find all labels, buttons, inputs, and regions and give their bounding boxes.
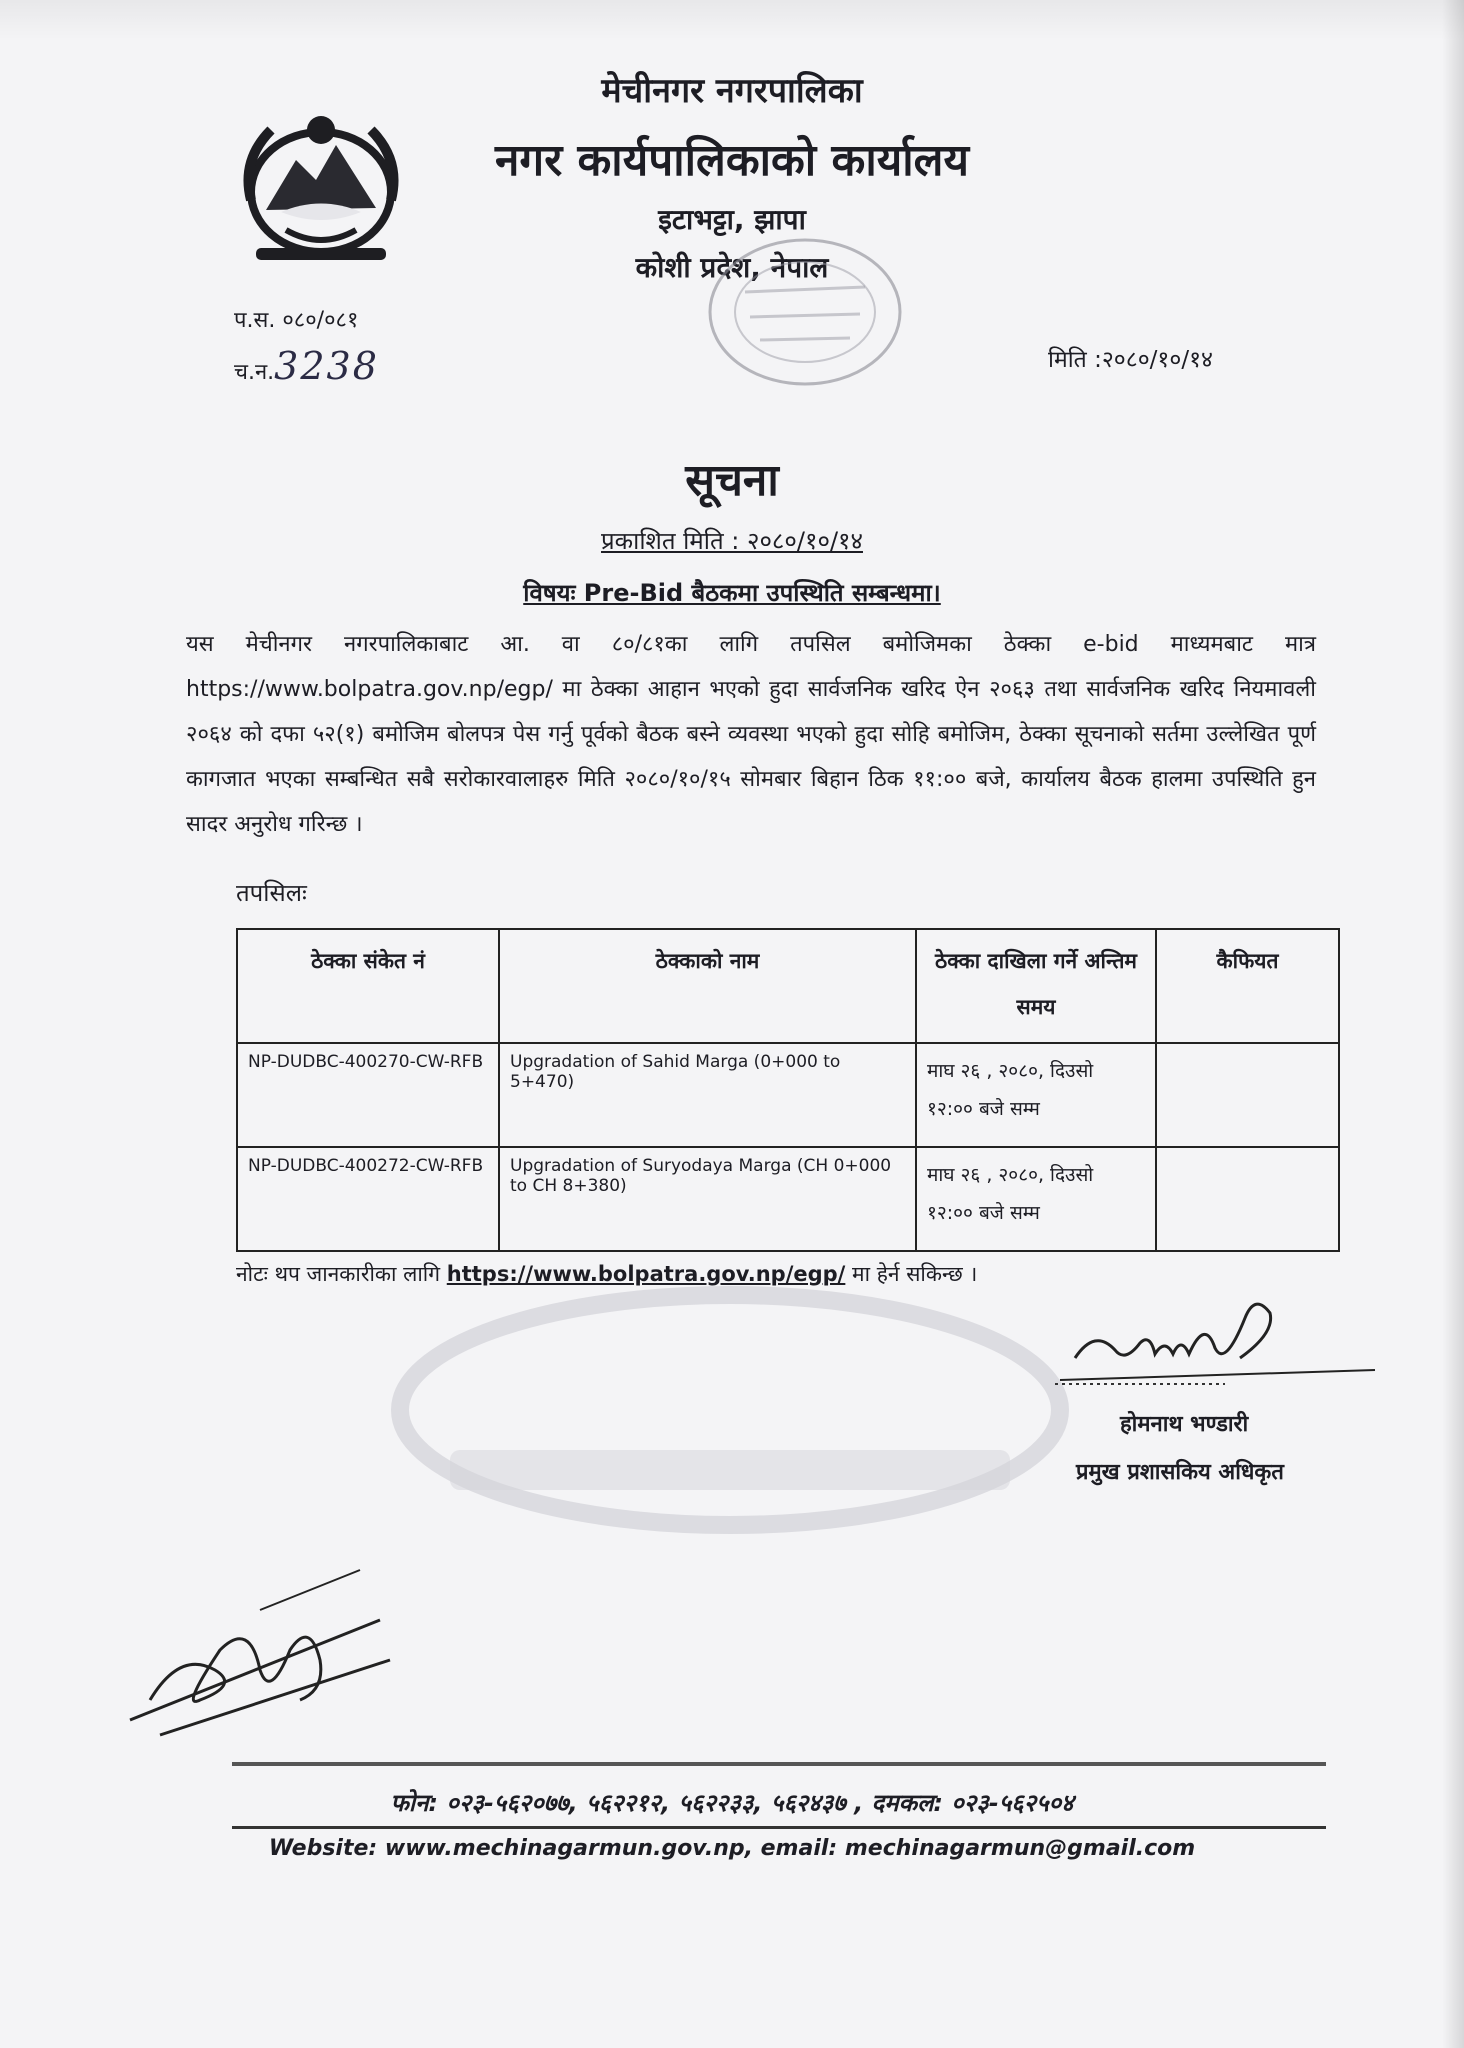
header-name: ठेक्काको नाम <box>499 929 916 1043</box>
footer-phone: फोन: ०२३-५६२०७७, ५६२२१२, ५६२२३३, ५६२४३७ , दमकल: ०२३-५६२५०४ <box>390 1789 1074 1817</box>
row-name: Upgradation of Suryodaya Marga (CH 0+000 to CH 8+380) <box>499 1147 916 1251</box>
row-remarks <box>1156 1147 1339 1251</box>
footer-website-email: Website: www.mechinagarmun.gov.np, email: mechinagarmun@gmail.com <box>268 1836 1196 1861</box>
faded-watermark <box>380 1280 1080 1540</box>
address-line2: कोशी प्रदेश, नेपाल <box>635 251 829 284</box>
table-row <box>237 1043 1339 1147</box>
scan-edge-shadow <box>1442 0 1464 2048</box>
office-seal-stamp <box>700 232 910 392</box>
address-line1: इटाभट्टा, झापा <box>658 203 806 236</box>
table-row <box>237 1147 1339 1251</box>
deadline-time: १२:०० बजे सम्म <box>927 1202 1040 1224</box>
notice-subject: विषयः Pre-Bid बैठकमा उपस्थिति सम्बन्धमा। <box>523 579 941 607</box>
chalani-number: 3238 <box>274 344 379 388</box>
footer-divider-bottom <box>232 1826 1326 1829</box>
note-prefix: नोटः थप जानकारीका लागि <box>236 1262 441 1286</box>
officer-signature <box>1055 1288 1385 1408</box>
table-header-row <box>237 929 1339 1043</box>
signatory-designation: प्रमुख प्रशासकिय अधिकृत <box>1076 1460 1284 1485</box>
office-name: नगर कार्यपालिकाको कार्यालय <box>495 135 969 186</box>
bolpatra-link[interactable]: https://www.bolpatra.gov.np/egp/ <box>446 1262 846 1286</box>
deadline-date: माघ २६ , २०८०, दिउसो <box>927 1060 1094 1082</box>
row-deadline <box>916 1043 1156 1147</box>
note-suffix: मा हेर्न सकिन्छ । <box>852 1262 978 1286</box>
patra-sankhya: प.स. ०८०/०८१ <box>234 308 359 333</box>
letter-date: मिति :२०८०/१०/१४ <box>1048 347 1214 373</box>
notice-body: यस मेचीनगर नगरपालिकाबाट आ. वा ८०/८१का लागि तपसिल बमोजिमका ठेक्का e-bid माध्यमबाट मात्र https://www.bolpatra.gov.np/egp/ मा ठेक्का आहान भएको हुदा सार्वजनिक खरिद ऐन २०६३ तथा सार्वजनिक खरिद नियमावली २०६४ को दफा ५२(१) बमोजिम बोलपत्र पेस गर्नु पूर्वको बैठक बस्ने व्यवस्था भएको हुदा सोहि बमोजिम, ठेक्का सूचनाको सर्तमा उल्लेखित पूर्ण कागजात भएका सम्बन्धित सबै सरोकारवालाहरु मिति २०८०/१०/१५ सोमबार बिहान ठिक ११:०० बजे, कार्यालय बैठक हालमा उपस्थिति हुन सादर अनुरोध गरिन्छ । <box>186 632 1316 837</box>
scan-top-shade <box>0 0 1464 40</box>
chalani-label: च.न. <box>234 360 275 385</box>
footer-divider-top <box>232 1762 1326 1766</box>
deadline-date: माघ २६ , २०८०, दिउसो <box>927 1164 1094 1186</box>
tapsil-label: तपसिलः <box>236 879 307 907</box>
row-remarks <box>1156 1043 1339 1147</box>
header-deadline: ठेक्का दाखिला गर्ने अन्तिम समय <box>916 929 1156 1043</box>
published-date: प्रकाशित मिति : २०८०/१०/१४ <box>601 527 863 555</box>
deadline-time: १२:०० बजे सम्म <box>927 1098 1040 1120</box>
contracts-table <box>236 928 1340 1252</box>
signatory-name: होमनाथ भण्डारी <box>1120 1412 1249 1437</box>
header-remarks: कैफियत <box>1156 929 1339 1043</box>
row-code: NP-DUDBC-400272-CW-RFB <box>237 1147 499 1251</box>
municipality-name: मेचीनगर नगरपालिका <box>601 71 863 111</box>
handwritten-signature <box>120 1560 400 1740</box>
row-code: NP-DUDBC-400270-CW-RFB <box>237 1043 499 1147</box>
notice-title: सूचना <box>685 455 779 506</box>
header-code: ठेक्का संकेत नं <box>237 929 499 1043</box>
chalani-number-line <box>234 344 379 388</box>
row-deadline <box>916 1147 1156 1251</box>
row-name: Upgradation of Sahid Marga (0+000 to 5+470) <box>499 1043 916 1147</box>
